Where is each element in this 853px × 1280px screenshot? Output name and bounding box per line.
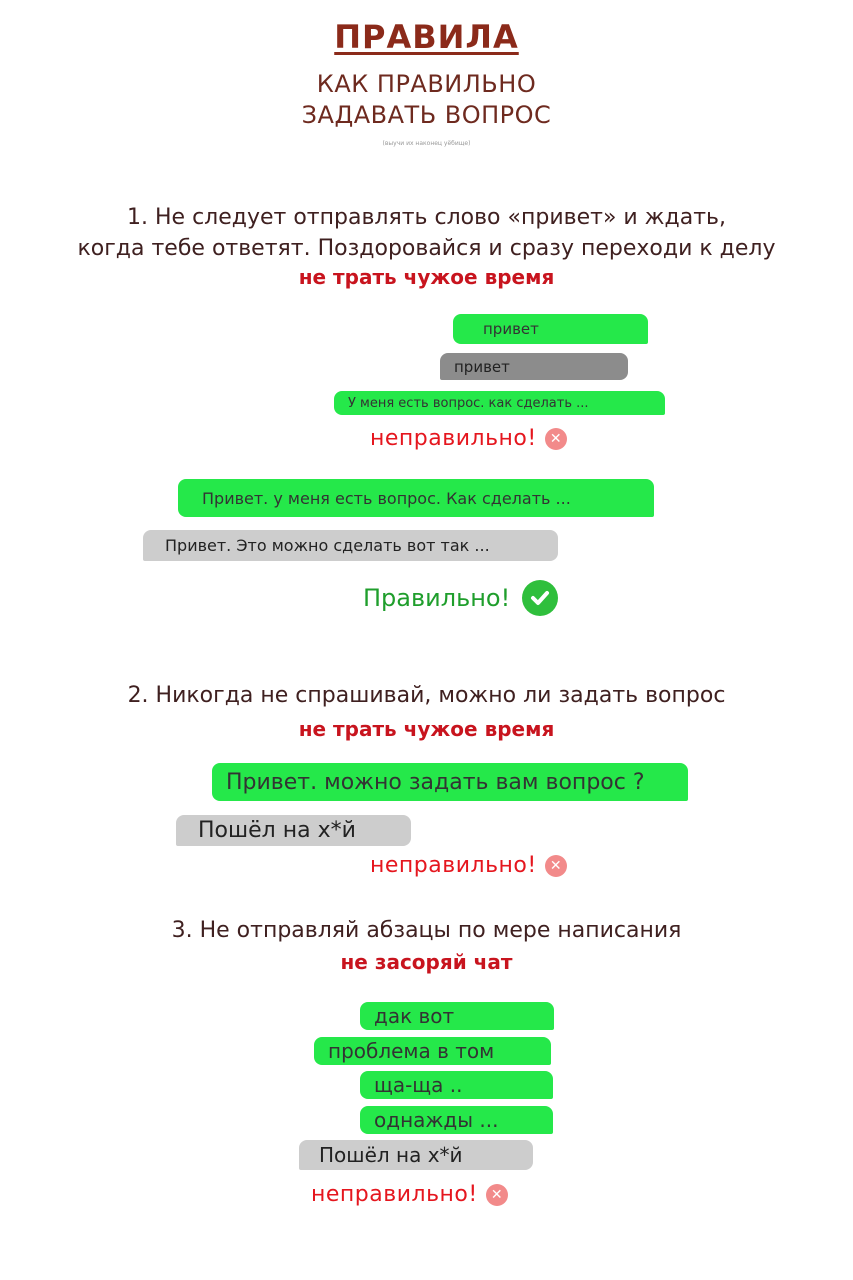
x-circle-icon: ✕ — [486, 1184, 508, 1206]
message-bubble-received: Привет. Это можно сделать вот так ... — [143, 530, 558, 561]
message-bubble-sent: привет — [453, 314, 648, 344]
rule-1-line-2: когда тебе ответят. Поздоровайся и сразу переходи к делу — [77, 236, 776, 261]
check-circle-icon — [522, 580, 558, 616]
wrong-label: неправильно! — [311, 1182, 478, 1207]
rule-2-warning: не трать чужое время — [298, 717, 555, 741]
message-bubble-sent: Привет. можно задать вам вопрос ? — [212, 763, 688, 801]
message-bubble-received: Пошёл на х*й — [299, 1140, 533, 1170]
rule-2-wrong-verdict — [370, 853, 567, 878]
message-bubble-sent: У меня есть вопрос. как сделать ... — [334, 391, 665, 415]
rule-1-line-1: 1. Не следует отправлять слово «привет» и ждать, — [127, 205, 726, 230]
x-circle-icon: ✕ — [545, 855, 567, 877]
subtitle-line-1: КАК ПРАВИЛЬНО — [316, 70, 537, 98]
rule-3-wrong-verdict — [311, 1182, 508, 1207]
wrong-label: неправильно! — [370, 853, 537, 878]
rule-1-warning: не трать чужое время — [298, 265, 555, 289]
message-bubble-sent: Привет. у меня есть вопрос. Как сделать ... — [178, 479, 654, 517]
right-label: Правильно! — [363, 584, 511, 612]
rule-2-line-1: 2. Никогда не спрашивай, можно ли задать вопрос — [127, 683, 726, 708]
message-bubble-sent: дак вот — [360, 1002, 554, 1030]
message-bubble-received: привет — [440, 353, 628, 380]
wrong-label: неправильно! — [370, 426, 537, 451]
rule-1-wrong-verdict — [370, 426, 567, 451]
tiny-note: (выучи их наконец уёбище) — [382, 140, 471, 147]
message-bubble-sent: проблема в том — [314, 1037, 551, 1065]
rule-3-warning: не засоряй чат — [340, 950, 513, 974]
message-bubble-sent: однажды ... — [360, 1106, 553, 1134]
rule-1-right-verdict — [363, 580, 558, 616]
page-title: ПРАВИЛА — [334, 18, 519, 56]
x-circle-icon: ✕ — [545, 428, 567, 450]
message-bubble-received: Пошёл на х*й — [176, 815, 411, 846]
subtitle-line-2: ЗАДАВАТЬ ВОПРОС — [301, 101, 552, 129]
message-bubble-sent: ща-ща .. — [360, 1071, 553, 1099]
rule-3-line-1: 3. Не отправляй абзацы по мере написания — [171, 918, 682, 943]
